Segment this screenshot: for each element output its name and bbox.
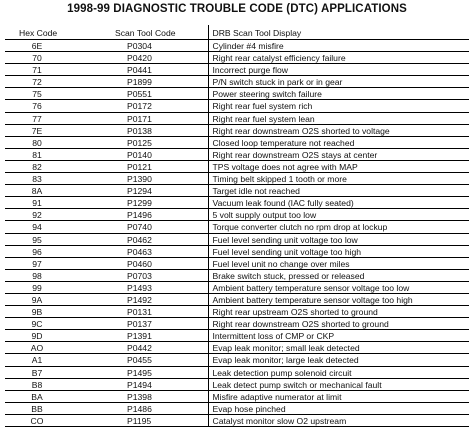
scan-tool-code-cell: P0460 bbox=[77, 257, 208, 269]
hex-code-cell: 7E bbox=[5, 124, 77, 136]
hex-code-cell: 99 bbox=[5, 281, 77, 293]
scan-tool-code-cell: P0304 bbox=[77, 40, 208, 52]
hex-code-cell: 94 bbox=[5, 221, 77, 233]
hex-code-cell: 72 bbox=[5, 76, 77, 88]
scan-tool-code-cell: P1494 bbox=[77, 378, 208, 390]
column-header-scan-tool-code: Scan Tool Code bbox=[77, 25, 208, 40]
hex-code-cell: 71 bbox=[5, 64, 77, 76]
drb-display-cell: Fuel level unit no change over miles bbox=[208, 257, 469, 269]
hex-code-cell: 91 bbox=[5, 197, 77, 209]
drb-display-cell: Fuel level sending unit voltage too high bbox=[208, 245, 469, 257]
hex-code-cell: 9C bbox=[5, 318, 77, 330]
table-row bbox=[5, 209, 469, 221]
table-header-row bbox=[5, 25, 469, 40]
drb-display-cell: Cylinder #4 misfire bbox=[208, 40, 469, 52]
hex-code-cell: 9A bbox=[5, 293, 77, 305]
table-row bbox=[5, 366, 469, 378]
hex-code-cell: B7 bbox=[5, 366, 77, 378]
drb-display-cell: Evap leak monitor; small leak detected bbox=[208, 342, 469, 354]
scan-tool-code-cell: P0172 bbox=[77, 100, 208, 112]
drb-display-cell: Vacuum leak found (IAC fully seated) bbox=[208, 197, 469, 209]
hex-code-cell: 96 bbox=[5, 245, 77, 257]
drb-display-cell: Timing belt skipped 1 tooth or more bbox=[208, 173, 469, 185]
table-row bbox=[5, 173, 469, 185]
hex-code-cell: 6E bbox=[5, 40, 77, 52]
drb-display-cell: Right rear downstream O2S shorted to ground bbox=[208, 318, 469, 330]
table-row bbox=[5, 257, 469, 269]
scan-tool-code-cell: P1390 bbox=[77, 173, 208, 185]
hex-code-cell: 92 bbox=[5, 209, 77, 221]
hex-code-cell: 9B bbox=[5, 306, 77, 318]
drb-display-cell: Misfire adaptive numerator at limit bbox=[208, 390, 469, 402]
table-row bbox=[5, 197, 469, 209]
table-row bbox=[5, 221, 469, 233]
table-row bbox=[5, 52, 469, 64]
drb-display-cell: Evap hose pinched bbox=[208, 402, 469, 414]
scan-tool-code-cell: P0462 bbox=[77, 233, 208, 245]
drb-display-cell: Right rear upstream O2S shorted to ground bbox=[208, 306, 469, 318]
drb-display-cell: P/N switch stuck in park or in gear bbox=[208, 76, 469, 88]
dtc-table bbox=[5, 25, 469, 427]
scan-tool-code-cell: P1391 bbox=[77, 330, 208, 342]
scan-tool-code-cell: P0171 bbox=[77, 112, 208, 124]
table-row bbox=[5, 342, 469, 354]
table-row bbox=[5, 318, 469, 330]
drb-display-cell: Catalyst monitor slow O2 upstream bbox=[208, 414, 469, 426]
hex-code-cell: BB bbox=[5, 402, 77, 414]
scan-tool-code-cell: P0703 bbox=[77, 269, 208, 281]
scan-tool-code-cell: P1493 bbox=[77, 281, 208, 293]
scan-tool-code-cell: P1899 bbox=[77, 76, 208, 88]
table-row bbox=[5, 185, 469, 197]
hex-code-cell: 95 bbox=[5, 233, 77, 245]
column-header-drb-display: DRB Scan Tool Display bbox=[208, 25, 469, 40]
scan-tool-code-cell: P1294 bbox=[77, 185, 208, 197]
scan-tool-code-cell: P0137 bbox=[77, 318, 208, 330]
hex-code-cell: 82 bbox=[5, 160, 77, 172]
scan-tool-code-cell: P1496 bbox=[77, 209, 208, 221]
table-row bbox=[5, 160, 469, 172]
scan-tool-code-cell: P0121 bbox=[77, 160, 208, 172]
table-row bbox=[5, 64, 469, 76]
table-row bbox=[5, 76, 469, 88]
scan-tool-code-cell: P0455 bbox=[77, 354, 208, 366]
scan-tool-code-cell: P0441 bbox=[77, 64, 208, 76]
table-row bbox=[5, 402, 469, 414]
drb-display-cell: Torque converter clutch no rpm drop at lockup bbox=[208, 221, 469, 233]
drb-display-cell: Right rear downstream O2S stays at center bbox=[208, 148, 469, 160]
table-row bbox=[5, 281, 469, 293]
table-row bbox=[5, 88, 469, 100]
scan-tool-code-cell: P1299 bbox=[77, 197, 208, 209]
column-header-hex-code: Hex Code bbox=[5, 25, 77, 40]
scan-tool-code-cell: P1486 bbox=[77, 402, 208, 414]
scan-tool-code-cell: P1398 bbox=[77, 390, 208, 402]
drb-display-cell: Evap leak monitor; large leak detected bbox=[208, 354, 469, 366]
scan-tool-code-cell: P1492 bbox=[77, 293, 208, 305]
hex-code-cell: BA bbox=[5, 390, 77, 402]
scan-tool-code-cell: P1195 bbox=[77, 414, 208, 426]
scan-tool-code-cell: P1495 bbox=[77, 366, 208, 378]
table-row bbox=[5, 306, 469, 318]
drb-display-cell: Power steering switch failure bbox=[208, 88, 469, 100]
scan-tool-code-cell: P0442 bbox=[77, 342, 208, 354]
hex-code-cell: CO bbox=[5, 414, 77, 426]
drb-display-cell: Intermittent loss of CMP or CKP bbox=[208, 330, 469, 342]
hex-code-cell: 81 bbox=[5, 148, 77, 160]
drb-display-cell: Right rear downstream O2S shorted to voltage bbox=[208, 124, 469, 136]
table-row bbox=[5, 354, 469, 366]
drb-display-cell: Ambient battery temperature sensor voltage too high bbox=[208, 293, 469, 305]
hex-code-cell: B8 bbox=[5, 378, 77, 390]
drb-display-cell: 5 volt supply output too low bbox=[208, 209, 469, 221]
scan-tool-code-cell: P0138 bbox=[77, 124, 208, 136]
hex-code-cell: A1 bbox=[5, 354, 77, 366]
drb-display-cell: Leak detect pump switch or mechanical fault bbox=[208, 378, 469, 390]
drb-display-cell: Brake switch stuck, pressed or released bbox=[208, 269, 469, 281]
drb-display-cell: Target idle not reached bbox=[208, 185, 469, 197]
table-row bbox=[5, 100, 469, 112]
table-row bbox=[5, 233, 469, 245]
scan-tool-code-cell: P0140 bbox=[77, 148, 208, 160]
table-row bbox=[5, 390, 469, 402]
table-row bbox=[5, 124, 469, 136]
table-row bbox=[5, 40, 469, 52]
scan-tool-code-cell: P0551 bbox=[77, 88, 208, 100]
table-row bbox=[5, 136, 469, 148]
drb-display-cell: Incorrect purge flow bbox=[208, 64, 469, 76]
hex-code-cell: 76 bbox=[5, 100, 77, 112]
scan-tool-code-cell: P0420 bbox=[77, 52, 208, 64]
drb-display-cell: Leak detection pump solenoid circuit bbox=[208, 366, 469, 378]
table-row bbox=[5, 112, 469, 124]
hex-code-cell: 75 bbox=[5, 88, 77, 100]
scan-tool-code-cell: P0740 bbox=[77, 221, 208, 233]
drb-display-cell: TPS voltage does not agree with MAP bbox=[208, 160, 469, 172]
drb-display-cell: Ambient battery temperature sensor voltage too low bbox=[208, 281, 469, 293]
table-row bbox=[5, 245, 469, 257]
drb-display-cell: Closed loop temperature not reached bbox=[208, 136, 469, 148]
hex-code-cell: 98 bbox=[5, 269, 77, 281]
table-row bbox=[5, 148, 469, 160]
drb-display-cell: Right rear fuel system rich bbox=[208, 100, 469, 112]
hex-code-cell: 80 bbox=[5, 136, 77, 148]
hex-code-cell: 77 bbox=[5, 112, 77, 124]
hex-code-cell: 8A bbox=[5, 185, 77, 197]
scan-tool-code-cell: P0463 bbox=[77, 245, 208, 257]
hex-code-cell: 70 bbox=[5, 52, 77, 64]
table-row bbox=[5, 269, 469, 281]
scan-tool-code-cell: P0131 bbox=[77, 306, 208, 318]
hex-code-cell: 97 bbox=[5, 257, 77, 269]
scan-tool-code-cell: P0125 bbox=[77, 136, 208, 148]
drb-display-cell: Right rear catalyst efficiency failure bbox=[208, 52, 469, 64]
table-row bbox=[5, 378, 469, 390]
table-row bbox=[5, 293, 469, 305]
table-body bbox=[5, 40, 469, 427]
drb-display-cell: Right rear fuel system lean bbox=[208, 112, 469, 124]
drb-display-cell: Fuel level sending unit voltage too low bbox=[208, 233, 469, 245]
hex-code-cell: 9D bbox=[5, 330, 77, 342]
table-row bbox=[5, 330, 469, 342]
page-title: 1998-99 DIAGNOSTIC TROUBLE CODE (DTC) APPLICATIONS bbox=[67, 3, 407, 15]
hex-code-cell: 83 bbox=[5, 173, 77, 185]
hex-code-cell: AO bbox=[5, 342, 77, 354]
